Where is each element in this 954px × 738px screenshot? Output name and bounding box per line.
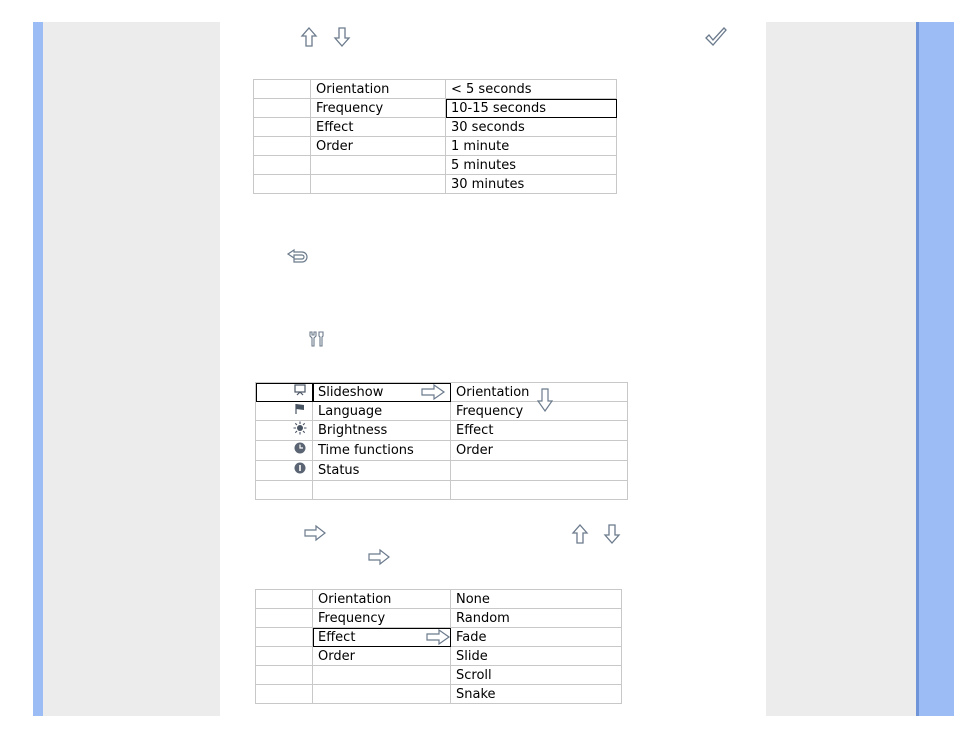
option-label: Order — [311, 137, 446, 156]
option-value[interactable]: Fade — [451, 628, 622, 647]
table-row — [256, 647, 622, 666]
flag-icon — [293, 402, 307, 420]
back-icon — [286, 248, 310, 264]
option-label: Orientation — [311, 80, 446, 99]
right-arrow-icon — [367, 548, 391, 566]
option-value[interactable]: Scroll — [451, 666, 622, 685]
option-label: Frequency — [311, 99, 446, 118]
option-value[interactable]: < 5 seconds — [446, 80, 617, 99]
table-row — [256, 590, 622, 609]
menu-item-label: Slideshow — [318, 384, 384, 400]
table-row — [254, 99, 617, 118]
brightness-icon — [293, 421, 307, 440]
option-label: Order — [313, 647, 451, 666]
option-value[interactable]: Slide — [451, 647, 622, 666]
table-row — [254, 156, 617, 175]
table-row — [256, 666, 622, 685]
submenu-item-label[interactable]: Order — [451, 441, 628, 461]
menu-item-label[interactable]: Time functions — [313, 441, 451, 461]
right-accent-band — [916, 22, 954, 716]
option-label: Effect — [311, 118, 446, 137]
right-accent-edge — [916, 22, 919, 716]
option-value[interactable]: Snake — [451, 685, 622, 704]
table-row — [256, 383, 628, 402]
option-value[interactable]: 30 minutes — [446, 175, 617, 194]
option-value[interactable]: None — [451, 590, 622, 609]
submenu-item-label[interactable]: Effect — [451, 421, 628, 441]
table-row — [254, 175, 617, 194]
submenu-item-label — [451, 481, 628, 500]
slideshow-frequency-table — [253, 79, 617, 194]
table-row — [256, 628, 622, 647]
option-value[interactable]: 5 minutes — [446, 156, 617, 175]
slideshow-icon — [293, 383, 307, 401]
info-icon — [293, 461, 307, 480]
table-row — [256, 481, 628, 500]
option-value[interactable]: 30 seconds — [446, 118, 617, 137]
menu-item-label — [313, 481, 451, 500]
selected-option-label: Effect — [318, 629, 356, 645]
right-side-panel — [766, 22, 916, 716]
left-accent-band — [33, 22, 43, 716]
option-label — [313, 666, 451, 685]
option-value[interactable]: Random — [451, 609, 622, 628]
table-row — [256, 685, 622, 704]
menu-item-label[interactable]: Brightness — [313, 421, 451, 441]
submenu-item-label: Orientation — [456, 384, 530, 400]
option-label — [311, 156, 446, 175]
down-arrow-icon — [333, 26, 351, 48]
menu-item-label[interactable]: Language — [313, 402, 451, 421]
left-side-panel — [43, 22, 220, 716]
tools-icon — [307, 330, 327, 348]
table-row — [254, 118, 617, 137]
menu-item-label[interactable]: Status — [313, 461, 451, 481]
checkmark-icon — [704, 26, 728, 48]
table-row — [254, 137, 617, 156]
up-arrow-icon — [300, 26, 318, 48]
table-row — [256, 441, 628, 461]
clock-icon — [293, 441, 307, 460]
option-label — [313, 685, 451, 704]
slideshow-effect-table — [255, 589, 622, 704]
table-row — [256, 609, 622, 628]
setup-menu-table — [255, 382, 628, 500]
table-row — [256, 461, 628, 481]
table-row — [256, 421, 628, 441]
right-arrow-icon — [303, 524, 327, 542]
submenu-item-label — [451, 461, 628, 481]
table-row — [254, 80, 617, 99]
option-label: Orientation — [313, 590, 451, 609]
up-arrow-icon — [571, 523, 589, 545]
option-label: Frequency — [313, 609, 451, 628]
table-row — [256, 402, 628, 421]
down-arrow-icon — [603, 523, 621, 545]
option-label — [311, 175, 446, 194]
submenu-item-label[interactable]: Frequency — [451, 402, 628, 421]
option-value[interactable]: 1 minute — [446, 137, 617, 156]
selected-option-value[interactable]: 10-15 seconds — [446, 99, 617, 118]
